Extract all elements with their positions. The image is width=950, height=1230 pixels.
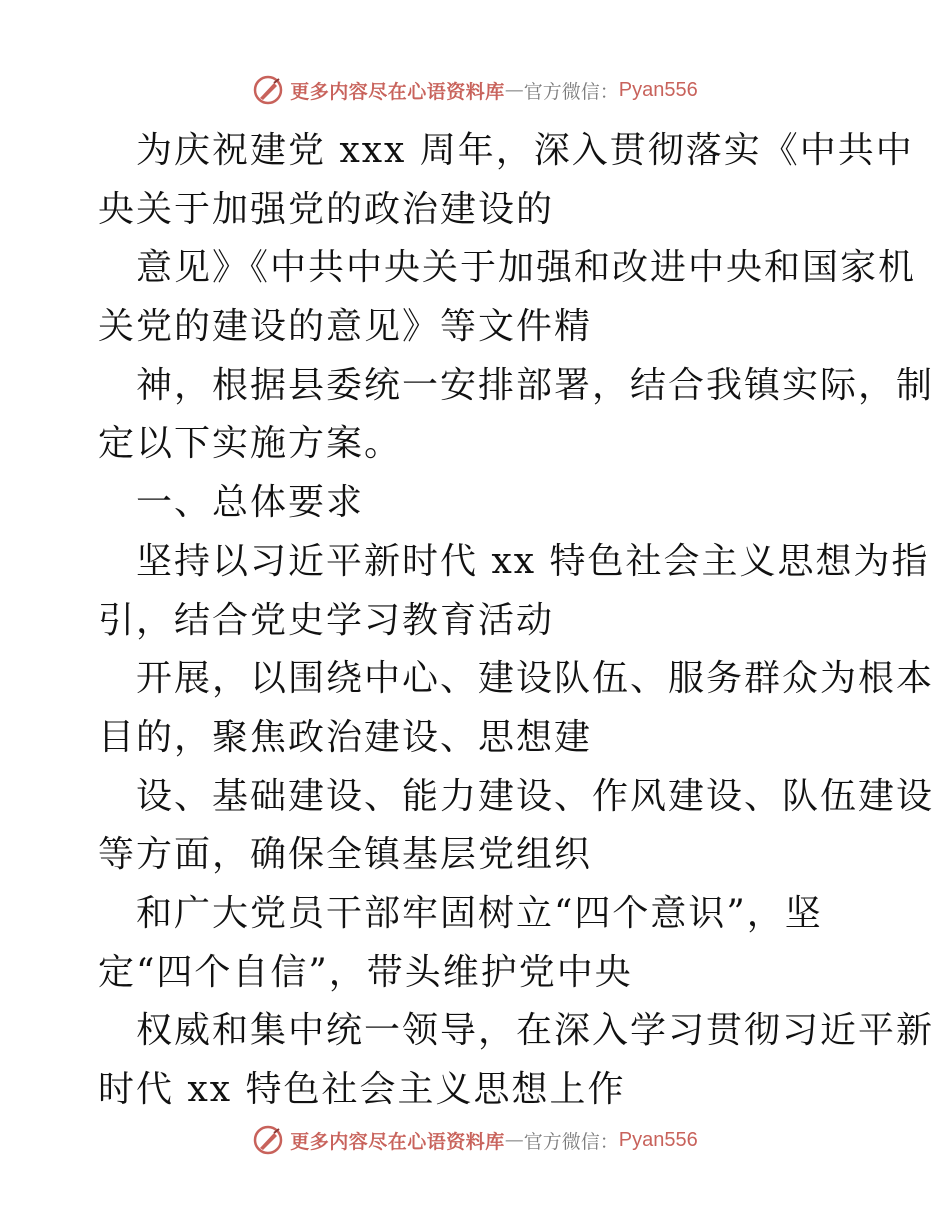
body-line: 时代 xx 特色社会主义思想上作: [98, 1069, 626, 1110]
body-line: 定“四个自信”，带头维护党中央: [98, 951, 633, 993]
header-watermark-banner: [0, 70, 950, 110]
body-line: 定以下实施方案。: [98, 423, 403, 465]
quill-logo-icon: [252, 74, 284, 106]
body-line: 意见》《中共中央关于加强和改进中央和国家机: [136, 247, 917, 289]
body-line: 权威和集中统一领导，在深入学习贯彻习近平新: [136, 1010, 935, 1052]
footer-banner-main-text: 更多内容尽在心语资料库: [290, 1130, 505, 1153]
body-line: 目的，聚焦政治建设、思想建: [98, 716, 593, 758]
body-line: 为庆祝建党 xxx 周年，深入贯彻落实《中共中: [136, 130, 914, 171]
section-heading: 一、总体要求: [136, 482, 365, 524]
header-banner-separator: —: [504, 79, 524, 101]
footer-watermark-banner: [0, 1120, 950, 1160]
footer-banner-wechat-label: 官方微信：: [523, 1130, 619, 1153]
body-line: 关党的建设的意见》等文件精: [98, 306, 593, 348]
body-line: 引，结合党史学习教育活动: [98, 599, 555, 641]
body-line: 设、基础建设、能力建设、作风建设、队伍建设: [136, 775, 935, 817]
header-banner-wechat-id: Pyan556: [618, 78, 698, 101]
document-body: [98, 122, 935, 1120]
body-line: 开展，以围绕中心、建设队伍、服务群众为根本: [136, 658, 935, 700]
footer-banner-wechat-id: Pyan556: [618, 1128, 698, 1151]
header-banner-wechat-label: 官方微信：: [523, 80, 619, 103]
footer-banner-separator: —: [504, 1129, 524, 1151]
body-line: 坚持以习近平新时代 xx 特色社会主义思想为指: [136, 540, 930, 582]
body-line: 和广大党员干部牢固树立“四个意识”，坚: [136, 892, 823, 934]
body-line: 神，根据县委统一安排部署，结合我镇实际，制: [136, 364, 935, 406]
header-banner-main-text: 更多内容尽在心语资料库: [290, 80, 505, 103]
quill-logo-icon: [252, 1124, 284, 1156]
body-line: 央关于加强党的政治建设的: [98, 188, 555, 230]
body-line: 等方面，确保全镇基层党组织: [98, 834, 593, 876]
